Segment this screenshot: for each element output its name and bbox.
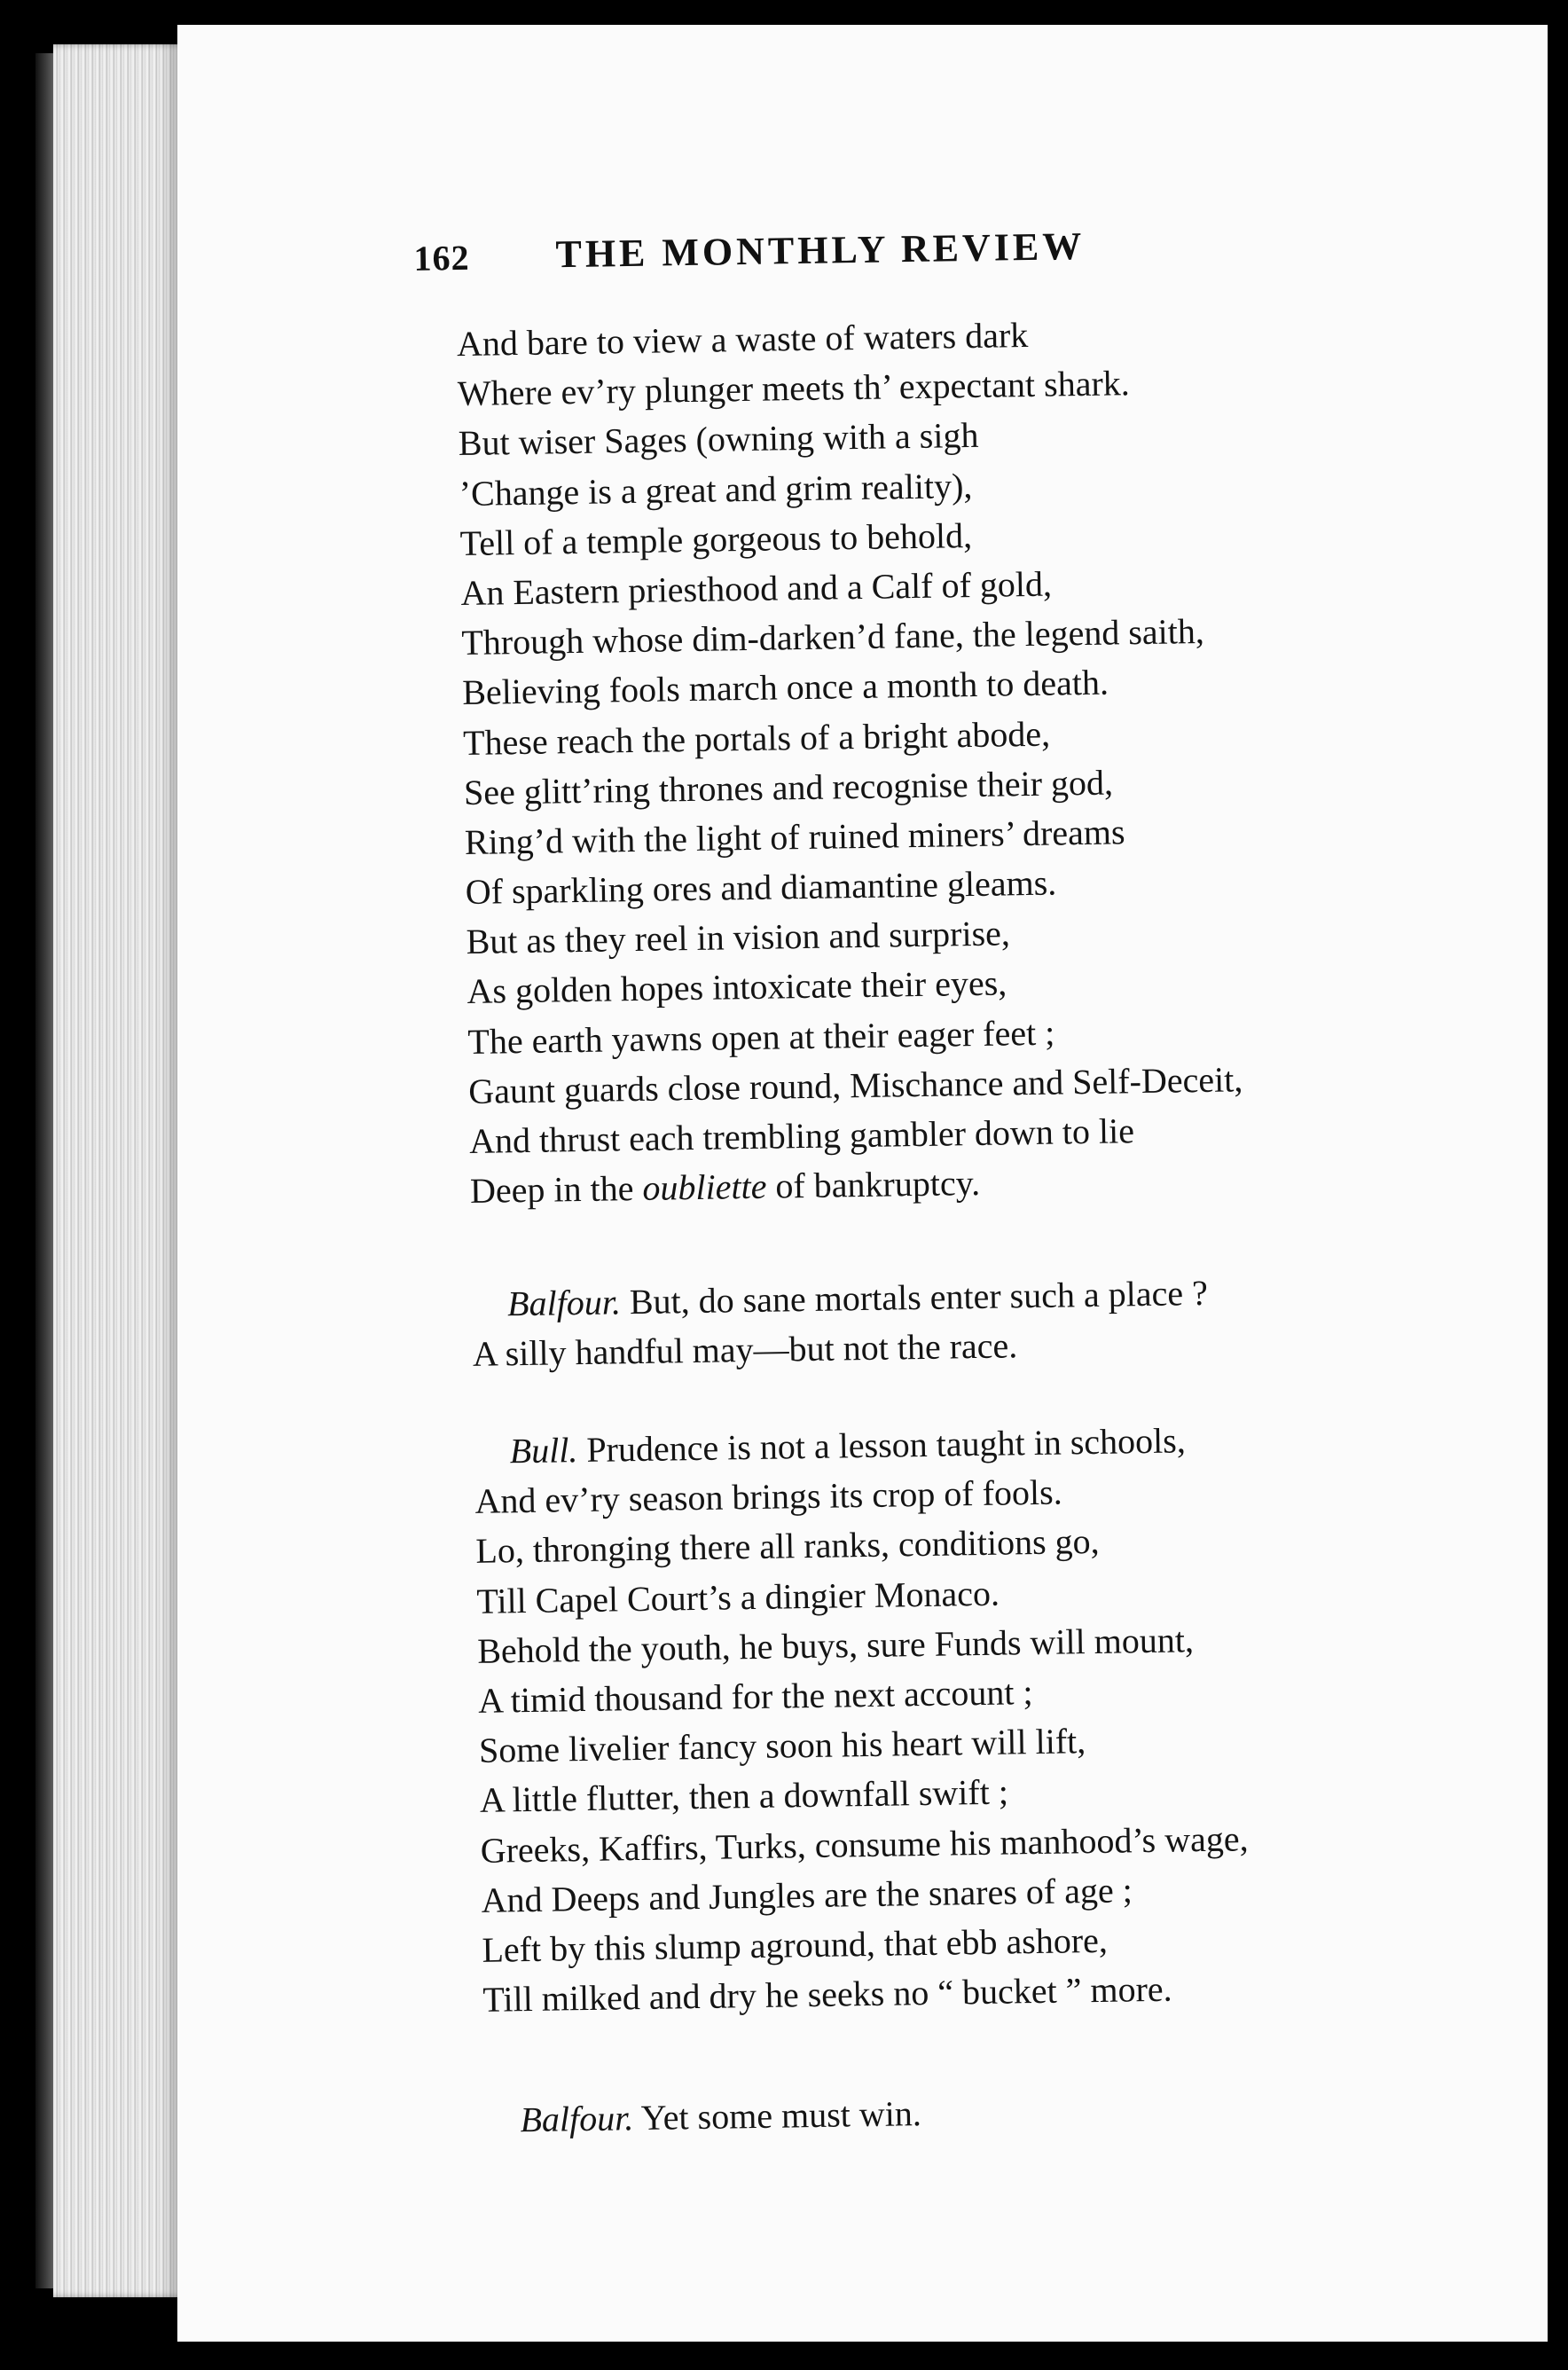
stanza-1 — [457, 302, 1535, 1216]
verse-line: Behold the youth, he buys, sure Funds will mount, — [476, 1619, 1195, 1671]
verse-line: Ring’d with the light of ruined miners’ dreams — [464, 812, 1125, 862]
verse-line: See glitt’ring thrones and recognise their god, — [463, 762, 1114, 812]
verse-line: Some livelier fancy soon his heart will lift, — [478, 1721, 1086, 1770]
verse-line: And ev’ry season brings its crop of fools. — [474, 1471, 1062, 1522]
speaker-name: Balfour. — [506, 1282, 622, 1324]
verse-line: Lo, thronging there all ranks, conditions go, — [475, 1521, 1100, 1572]
verse-line: Of sparkling ores and diamantine gleams. — [465, 862, 1057, 913]
verse-line: Greeks, Kaffirs, Turks, consume his manhood’s wage, — [480, 1817, 1249, 1871]
stanza-2 — [472, 1263, 1538, 1379]
verse-text: Prudence is not a lesson taught in schools, — [577, 1420, 1187, 1471]
verse-line: Gaunt guards close round, Mischance and Self-Deceit, — [467, 1059, 1243, 1111]
verse-line: And bare to view a waste of waters dark — [456, 314, 1029, 365]
speaker-name: Balfour. — [520, 2098, 634, 2140]
verse-line: Left by this slump aground, that ebb ashore, — [482, 1919, 1109, 1970]
verse-line: Tell of a temple gorgeous to behold, — [459, 514, 973, 563]
verse-text: Yet some must win. — [632, 2093, 922, 2138]
verse-line: ’Change is a great and grim reality), — [459, 465, 973, 514]
verse-line — [484, 2079, 1549, 2146]
speaker-name: Bull. — [509, 1430, 578, 1471]
verse-line: But wiser Sages (owning with a sigh — [458, 415, 979, 464]
verse-line: Believing fools march once a month to death. — [461, 662, 1109, 713]
verse-line: A silly handful may—but not the race. — [472, 1325, 1018, 1375]
verse-line: And thrust each trembling gambler down to lie — [468, 1110, 1135, 1161]
verse-line: An Eastern priesthood and a Calf of gold, — [460, 563, 1053, 613]
italic-word: oubliette — [642, 1165, 767, 1209]
page-header — [413, 208, 1461, 287]
verse-line: Through whose dim-darken’d fane, the legend saith, — [461, 610, 1205, 663]
stanza-4 — [484, 2079, 1549, 2146]
running-head: THE MONTHLY REVIEW — [555, 224, 1086, 277]
verse-text: of bankruptcy. — [766, 1163, 981, 1206]
verse-line: A timid thousand for the next account ; — [477, 1671, 1033, 1721]
page-content — [160, 14, 1566, 2352]
verse-line: But as they reel in vision and surprise, — [466, 913, 1011, 962]
verse-line: These reach the portals of a bright abode, — [462, 713, 1051, 763]
verse-line: A little flutter, then a downfall swift ; — [479, 1771, 1009, 1821]
book-page — [177, 25, 1548, 2342]
stanza-3 — [474, 1410, 1547, 2025]
verse-line: And Deeps and Jungles are the snares of age ; — [481, 1870, 1133, 1920]
verse-line: Till Capel Court’s a dingier Monaco. — [475, 1573, 1000, 1621]
verse-text: But, do sane mortals enter such a place ? — [620, 1272, 1209, 1322]
verse-line: The earth yawns open at their eager feet ; — [467, 1012, 1055, 1062]
verse-line: As golden hopes intoxicate their eyes, — [466, 962, 1007, 1012]
page-number: 162 — [413, 237, 470, 279]
verse-text: Deep in the — [469, 1168, 643, 1212]
verse-line: Till milked and dry he seeks no “ bucket ” more. — [482, 1968, 1172, 2020]
verse-line: Where ev’ry plunger meets th’ expectant shark. — [457, 363, 1131, 414]
